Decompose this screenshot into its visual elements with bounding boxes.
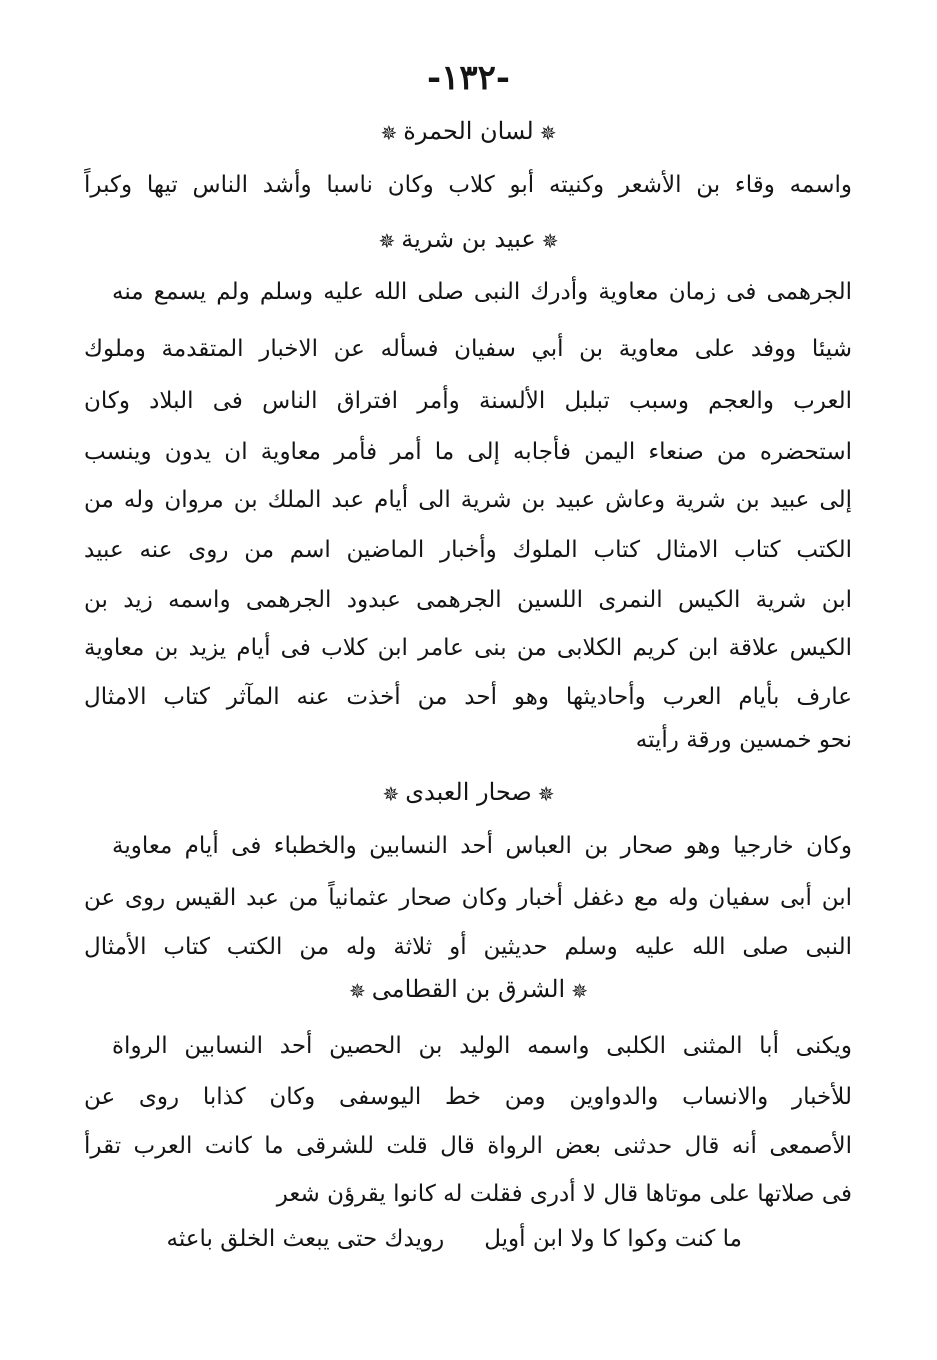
text-line: ابن شرية الكيس النمرى اللسين الجرهمى عبدود الجرهمى واسمه زيد بن — [84, 587, 852, 613]
text-line: فى صلاتها على موتاها قال لا أدرى فقلت له كانوا يقرؤن شعر — [276, 1181, 852, 1207]
text-line: العرب والعجم وسبب تبلبل الألسنة وأمر افتراق الناس فى البلاد وكان — [84, 388, 852, 414]
text-line: وكان خارجيا وهو صحار بن العباس أحد النسابين والخطباء فى أيام معاوية — [112, 833, 852, 859]
text-line: الجرهمى فى زمان معاوية وأدرك النبى صلى الله عليه وسلم ولم يسمع منه — [112, 279, 852, 305]
verse-first-hemistich: ما كنت وكوا كا ولا ابن أويل — [484, 1226, 742, 1252]
heading-text: الشرق بن القطامى — [371, 975, 566, 1003]
heading-text: لسان الحمرة — [403, 117, 534, 145]
ornament-star-icon: ✵ — [349, 978, 366, 1003]
text-line: نحو خمسين ورقة رأيته — [635, 727, 852, 753]
ornament-star-icon: ✵ — [537, 781, 555, 806]
text-line: استحضره من صنعاء اليمن فأجابه إلى ما أمر فأمر معاوية ان يدون وينسب — [84, 439, 852, 465]
text-line: للأخبار والانساب والدواوين ومن خط اليوسفى وكان كذابا روى عن — [84, 1084, 852, 1110]
text-line: شيئا ووفد على معاوية بن أبي سفيان فسأله عن الاخبار المتقدمة وملوك — [84, 336, 852, 362]
text-line: ويكنى أبا المثنى الكلبى واسمه الوليد بن الحصين أحد النسابين الرواة — [112, 1033, 852, 1059]
section-heading-suhar-al-abdi — [0, 778, 937, 806]
heading-text: صحار العبدى — [405, 778, 532, 806]
ornament-star-icon: ✵ — [571, 978, 588, 1003]
ornament-star-icon: ✵ — [539, 120, 557, 145]
text-line: ابن أبى سفيان وله مع دغفل أخبار وكان صحار عثمانياً من عبد القيس روى عن — [84, 885, 852, 911]
ornament-star-icon: ✵ — [382, 781, 400, 806]
text-line: عارف بأيام العرب وأحاديثها وهو أحد من أخذت عنه المآثر كتاب الامثال — [84, 684, 852, 710]
text-line: واسمه وقاء بن الأشعر وكنيته أبو كلاب وكان ناسبا وأشد الناس تيها وكبراً — [84, 172, 852, 198]
heading-text: عبيد بن شرية — [401, 225, 536, 253]
section-heading-al-sharq-ibn-al-qutami — [0, 975, 937, 1003]
ornament-star-icon: ✵ — [541, 228, 559, 253]
text-line: الكتب كتاب الامثال كتاب الملوك وأخبار الماضين اسم من روى عنه عبيد — [84, 537, 852, 563]
text-line: النبى صلى الله عليه وسلم حديثين أو ثلاثة وله من الكتب كتاب الأمثال — [84, 934, 852, 960]
section-heading-ubayd-ibn-sharya — [0, 225, 937, 253]
verse-second-hemistich: رويدك حتى يبعث الخلق باعثه — [166, 1226, 445, 1252]
ornament-star-icon: ✵ — [378, 228, 396, 253]
text-line: الأصمعى أنه قال حدثنى بعض الرواة قال قلت للشرقى ما كانت العرب تقرأ — [84, 1133, 852, 1159]
text-line: الكيس علاقة ابن كريم الكلابى من بنى عامر ابن كلاب فى أيام يزيد بن معاوية — [84, 635, 852, 661]
poetry-verse — [142, 1226, 742, 1252]
ornament-star-icon: ✵ — [380, 120, 398, 145]
section-heading-lisan-al-humra — [0, 117, 937, 145]
page-number: -١٣٢- — [426, 58, 511, 98]
text-line: إلى عبيد بن شرية وعاش عبيد بن شرية الى أيام عبد الملك بن مروان وله من — [84, 487, 852, 513]
